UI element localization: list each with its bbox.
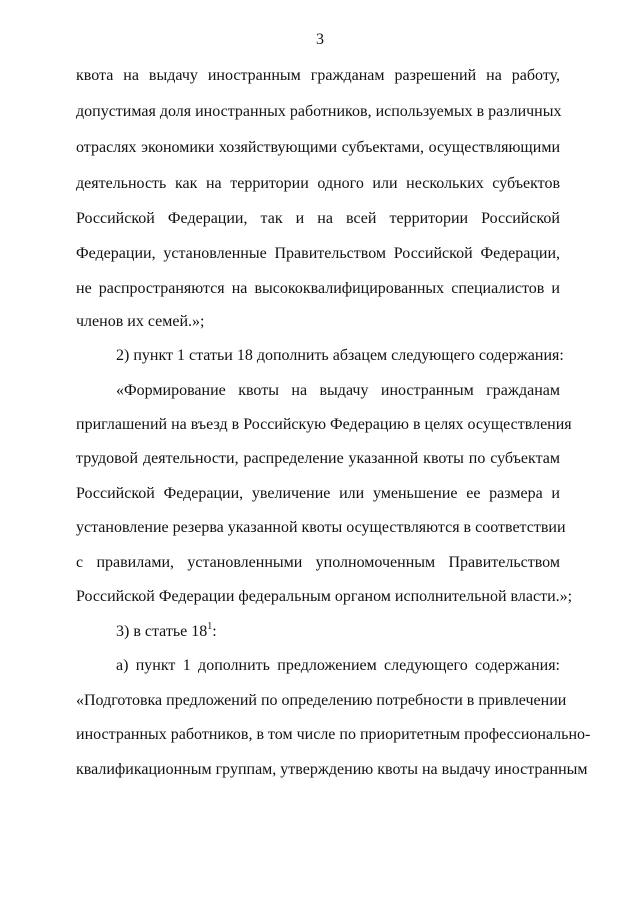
text-line: «Формирование квоты на выдачу иностранным гражданам (116, 382, 560, 399)
text-line: квалификационным группам, утверждению квоты на выдачу иностранным (76, 761, 588, 778)
text-line: Российской Федерации, увеличение или уменьшение ее размера и (76, 485, 560, 502)
text-line: а) пункт 1 дополнить предложением следующего содержания: (116, 657, 560, 674)
text-line: членов их семей.»; (76, 313, 205, 330)
text-line: квота на выдачу иностранным гражданам разрешений на работу, (76, 67, 560, 84)
text-line: с правилами, установленными уполномоченным Правительством (76, 554, 560, 571)
text-line: «Подготовка предложений по определению потребности в привлечении (76, 692, 567, 709)
text-line: иностранных работников, в том числе по приоритетным профессионально- (76, 726, 591, 743)
text-line: отраслях экономики хозяйствующими субъектами, осуществляющими (76, 139, 560, 156)
text-line: Федерации, установленные Правительством Российской Федерации, (76, 245, 560, 262)
superscript: 1 (207, 620, 213, 632)
text-line: Российской Федерации, так и на всей территории Российской (76, 210, 560, 227)
text-line: не распространяются на высококвалифицированных специалистов и (76, 280, 560, 297)
text-line: установление резерва указанной квоты осуществляются в соответствии (76, 519, 566, 536)
text-line (116, 622, 560, 642)
text-fragment: 3) в статье 18 (116, 623, 208, 640)
text-line: деятельность как на территории одного или нескольких субъектов (76, 175, 560, 192)
page-number: 3 (316, 31, 324, 48)
text-line: допустимая доля иностранных работников, используемых в различных (76, 103, 562, 120)
text-fragment: : (212, 623, 217, 640)
text-line: Российской Федерации федеральным органом исполнительной власти.»; (76, 588, 573, 605)
text-line: приглашений на въезд в Российскую Федерацию в целях осуществления (76, 416, 572, 433)
text-line: трудовой деятельности, распределение указанной квоты по субъектам (76, 450, 560, 467)
text-line: 2) пункт 1 статьи 18 дополнить абзацем следующего содержания: (116, 347, 564, 364)
